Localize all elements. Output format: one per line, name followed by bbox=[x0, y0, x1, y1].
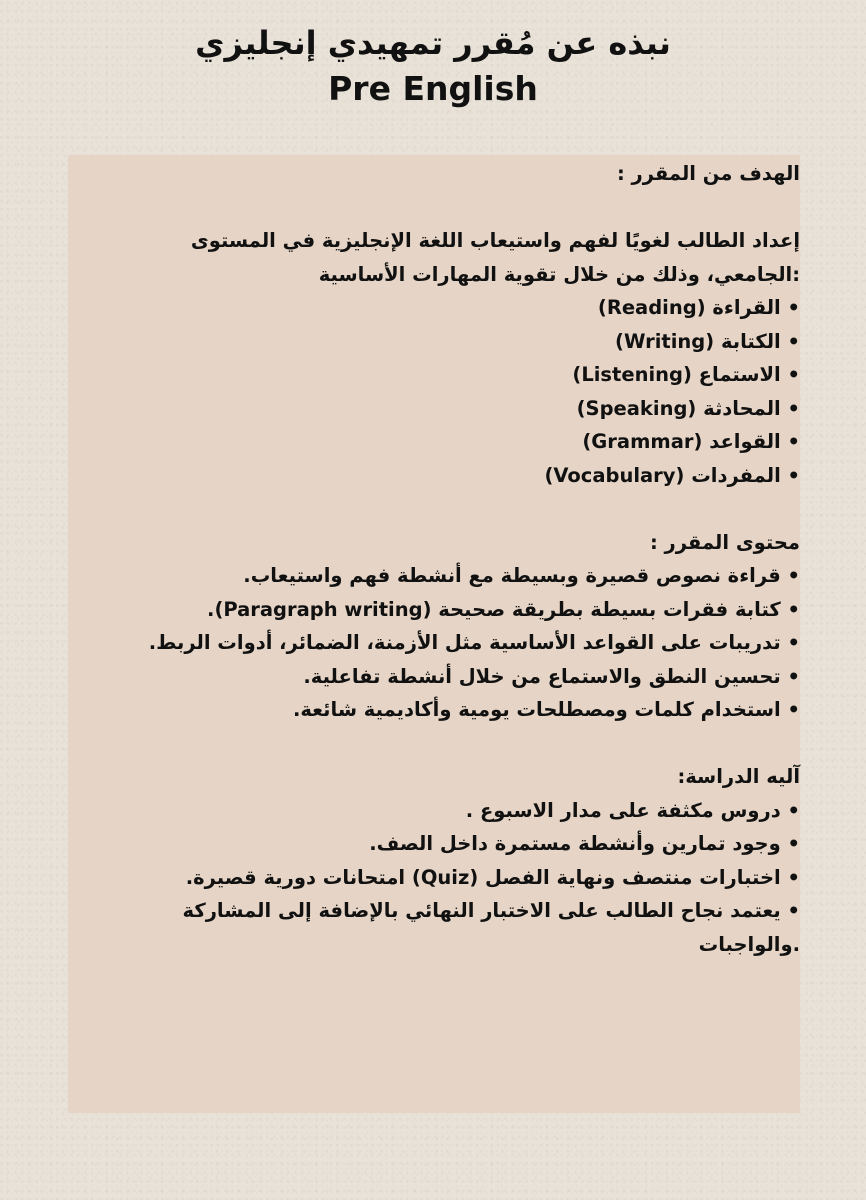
method-item: • دروس مكثفة على مدار الاسبوع . bbox=[465, 798, 800, 822]
page-title-arabic: نبذه عن مُقرر تمهيدي إنجليزي bbox=[195, 24, 671, 62]
content-item: • تحسين النطق والاستماع من خلال أنشطة تفاعلية. bbox=[303, 664, 800, 688]
content-heading: محتوى المقرر : bbox=[649, 530, 800, 554]
skill-item: • القواعد (Grammar) bbox=[582, 430, 800, 453]
spacer bbox=[40, 492, 800, 526]
goal-heading: الهدف من المقرر : bbox=[616, 162, 800, 185]
content-item: • كتابة فقرات بسيطة بطريقة صحيحة (Paragraph writing). bbox=[207, 597, 800, 621]
spacer bbox=[40, 727, 800, 761]
goal-intro-line: :الجامعي، وذلك من خلال تقوية المهارات الأساسية bbox=[318, 262, 800, 286]
skill-item: • المحادثة (Speaking) bbox=[576, 396, 800, 420]
goal-section bbox=[40, 157, 800, 492]
method-item: • يعتمد نجاح الطالب على الاختبار النهائي بالإضافة إلى المشاركة bbox=[182, 899, 800, 922]
method-item-continuation: .والواجبات bbox=[698, 932, 800, 956]
method-item: • وجود تمارين وأنشطة مستمرة داخل الصف. bbox=[369, 832, 800, 855]
skill-item: • القراءة (Reading) bbox=[597, 296, 800, 319]
method-section bbox=[40, 760, 800, 961]
method-item: • اختبارات منتصف ونهاية الفصل (Quiz) امتحانات دورية قصيرة. bbox=[185, 865, 800, 889]
goal-intro-line: إعداد الطالب لغويًا لفهم واستيعاب اللغة الإنجليزية في المستوى bbox=[190, 229, 800, 252]
skill-item: • الكتابة (Writing) bbox=[615, 329, 800, 353]
content-item: • تدريبات على القواعد الأساسية مثل الأزمنة، الضمائر، أدوات الربط. bbox=[148, 631, 800, 654]
content-section bbox=[40, 526, 800, 727]
spacer bbox=[40, 191, 800, 225]
content-item: • قراءة نصوص قصيرة وبسيطة مع أنشطة فهم واستيعاب. bbox=[243, 564, 800, 587]
skill-item: • الاستماع (Listening) bbox=[572, 363, 800, 386]
page-title-english: Pre English bbox=[328, 69, 538, 108]
method-heading: آليه الدراسة: bbox=[677, 765, 800, 788]
skill-item: • المفردات (Vocabulary) bbox=[544, 463, 800, 487]
content-item: • استخدام كلمات ومصطلحات يومية وأكاديمية شائعة. bbox=[292, 698, 800, 721]
course-description bbox=[40, 157, 800, 961]
